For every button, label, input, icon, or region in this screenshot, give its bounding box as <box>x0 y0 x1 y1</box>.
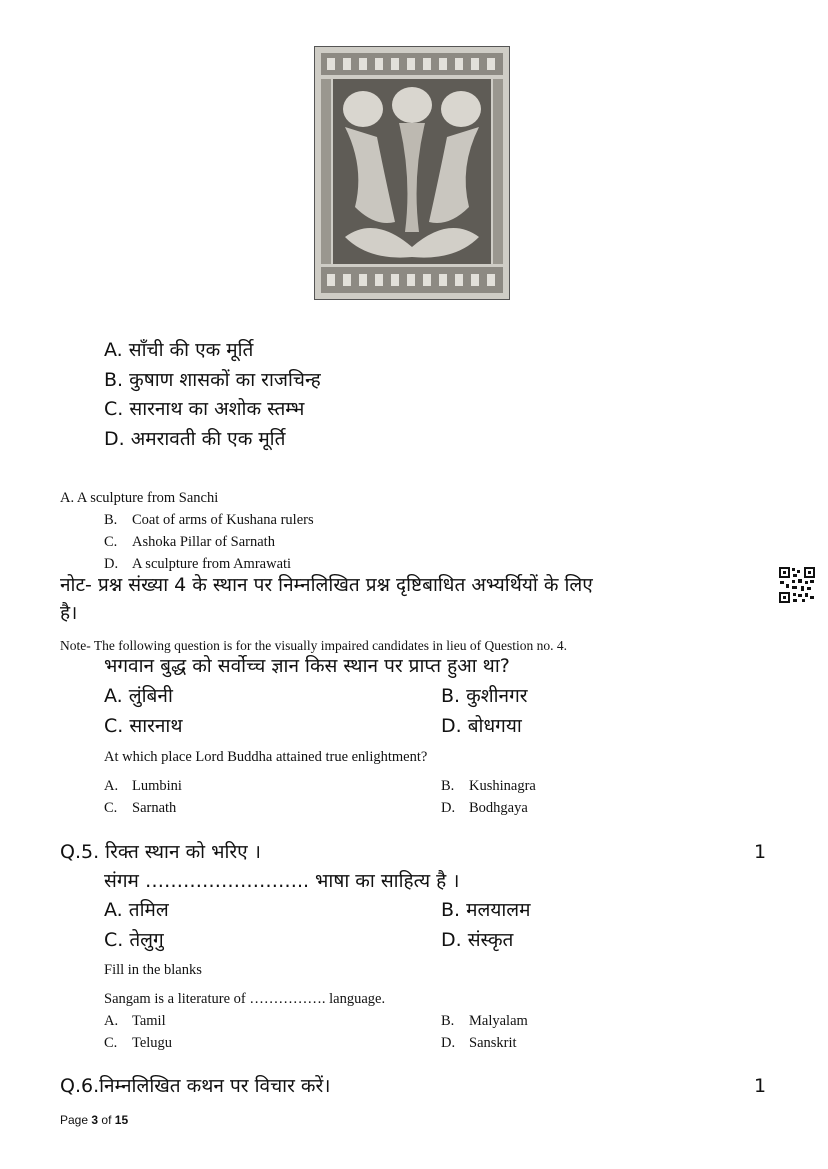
q5-option-a-en <box>104 1012 166 1030</box>
footer-current-page: 3 <box>91 1113 99 1127</box>
q4-option-b-en <box>104 511 314 529</box>
q4-option-a-hi: A. साँची की एक मूर्ति <box>104 339 254 361</box>
option-letter: B. <box>104 512 118 528</box>
alt-option-d-hi: D. बोधगया <box>441 715 522 737</box>
alt-option-c-en <box>104 799 176 817</box>
q5-option-a-hi: A. तमिल <box>104 899 169 921</box>
note-en: Note- The following question is for the visually impaired candidates in lieu of Question no. 4. <box>60 638 568 653</box>
q5-option-d-en <box>441 1034 517 1052</box>
option-text: Sanskrit <box>469 1035 517 1051</box>
q4-option-d-hi: D. अमरावती की एक मूर्ति <box>104 428 286 450</box>
footer-of: of <box>101 1113 112 1127</box>
q5-statement-hi: संगम …………………….. भाषा का साहित्य है । <box>104 870 460 892</box>
alt-question-hi: भगवान बुद्ध को सर्वोच्च ज्ञान किस स्थान पर प्राप्त हुआ था? <box>104 655 510 677</box>
q4-option-c-hi: C. सारनाथ का अशोक स्तम्भ <box>104 398 305 420</box>
q4-option-b-hi: B. कुषाण शासकों का राजचिन्ह <box>104 369 321 391</box>
option-letter: D. <box>104 556 119 572</box>
footer-prefix: Page <box>60 1113 89 1127</box>
q5-option-b-en <box>441 1012 528 1030</box>
q5-instruction-en: Fill in the blanks <box>104 962 202 978</box>
option-text: Telugu <box>132 1035 173 1051</box>
page-footer <box>60 1113 128 1127</box>
option-letter: C. <box>104 800 118 816</box>
option-letter: A. <box>104 778 119 794</box>
q4-option-c-en <box>104 533 275 551</box>
q5-marks: 1 <box>754 841 767 863</box>
option-letter: B. <box>441 778 455 794</box>
option-text: Ashoka Pillar of Sarnath <box>132 534 275 550</box>
q4-option-a-en: A. A sculpture from Sanchi <box>60 490 219 506</box>
q5-heading: Q.5. रिक्त स्थान को भरिए । <box>60 841 261 863</box>
alt-option-c-hi: C. सारनाथ <box>104 715 183 737</box>
option-text: Coat of arms of Kushana rulers <box>132 512 314 528</box>
option-text: Lumbini <box>132 778 182 794</box>
q5-option-c-en <box>104 1034 172 1052</box>
note-hi-line-2: है। <box>60 602 78 624</box>
alt-option-d-en <box>441 799 528 817</box>
option-letter: A. <box>104 1013 119 1029</box>
option-letter: B. <box>441 1013 455 1029</box>
option-letter: D. <box>441 1035 456 1051</box>
note-hi-line-1: नोट- प्रश्न संख्या 4 के स्थान पर निम्नलिखित प्रश्न दृष्टिबाधित अभ्यर्थियों के लिए <box>60 574 593 596</box>
option-text: Tamil <box>132 1013 166 1029</box>
option-letter: D. <box>441 800 456 816</box>
option-letter: C. <box>104 534 118 550</box>
option-text: Malyalam <box>469 1013 528 1029</box>
q5-option-c-hi: C. तेलुगु <box>104 929 164 951</box>
alt-option-b-en <box>441 777 536 795</box>
q6-heading: Q.6.निम्नलिखित कथन पर विचार करें। <box>60 1075 331 1097</box>
footer-total-pages: 15 <box>114 1113 129 1127</box>
option-text: Bodhgaya <box>469 800 528 816</box>
q5-option-b-hi: B. मलयालम <box>441 899 531 921</box>
option-text: A sculpture from Amrawati <box>132 556 292 572</box>
alt-option-a-en <box>104 777 182 795</box>
q5-option-d-hi: D. संस्कृत <box>441 929 514 951</box>
option-text: Sarnath <box>132 800 177 816</box>
qr-code-icon <box>778 566 816 604</box>
option-text: Kushinagra <box>469 778 536 794</box>
q5-statement-en: Sangam is a literature of ……………. language. <box>104 991 386 1007</box>
sculpture-image <box>314 46 510 300</box>
alt-option-b-hi: B. कुशीनगर <box>441 685 528 707</box>
alt-question-en: At which place Lord Buddha attained true enlightment? <box>104 749 428 765</box>
option-letter: C. <box>104 1035 118 1051</box>
q6-marks: 1 <box>754 1075 767 1097</box>
q4-option-d-en <box>104 555 291 573</box>
alt-option-a-hi: A. लुंबिनी <box>104 685 173 707</box>
